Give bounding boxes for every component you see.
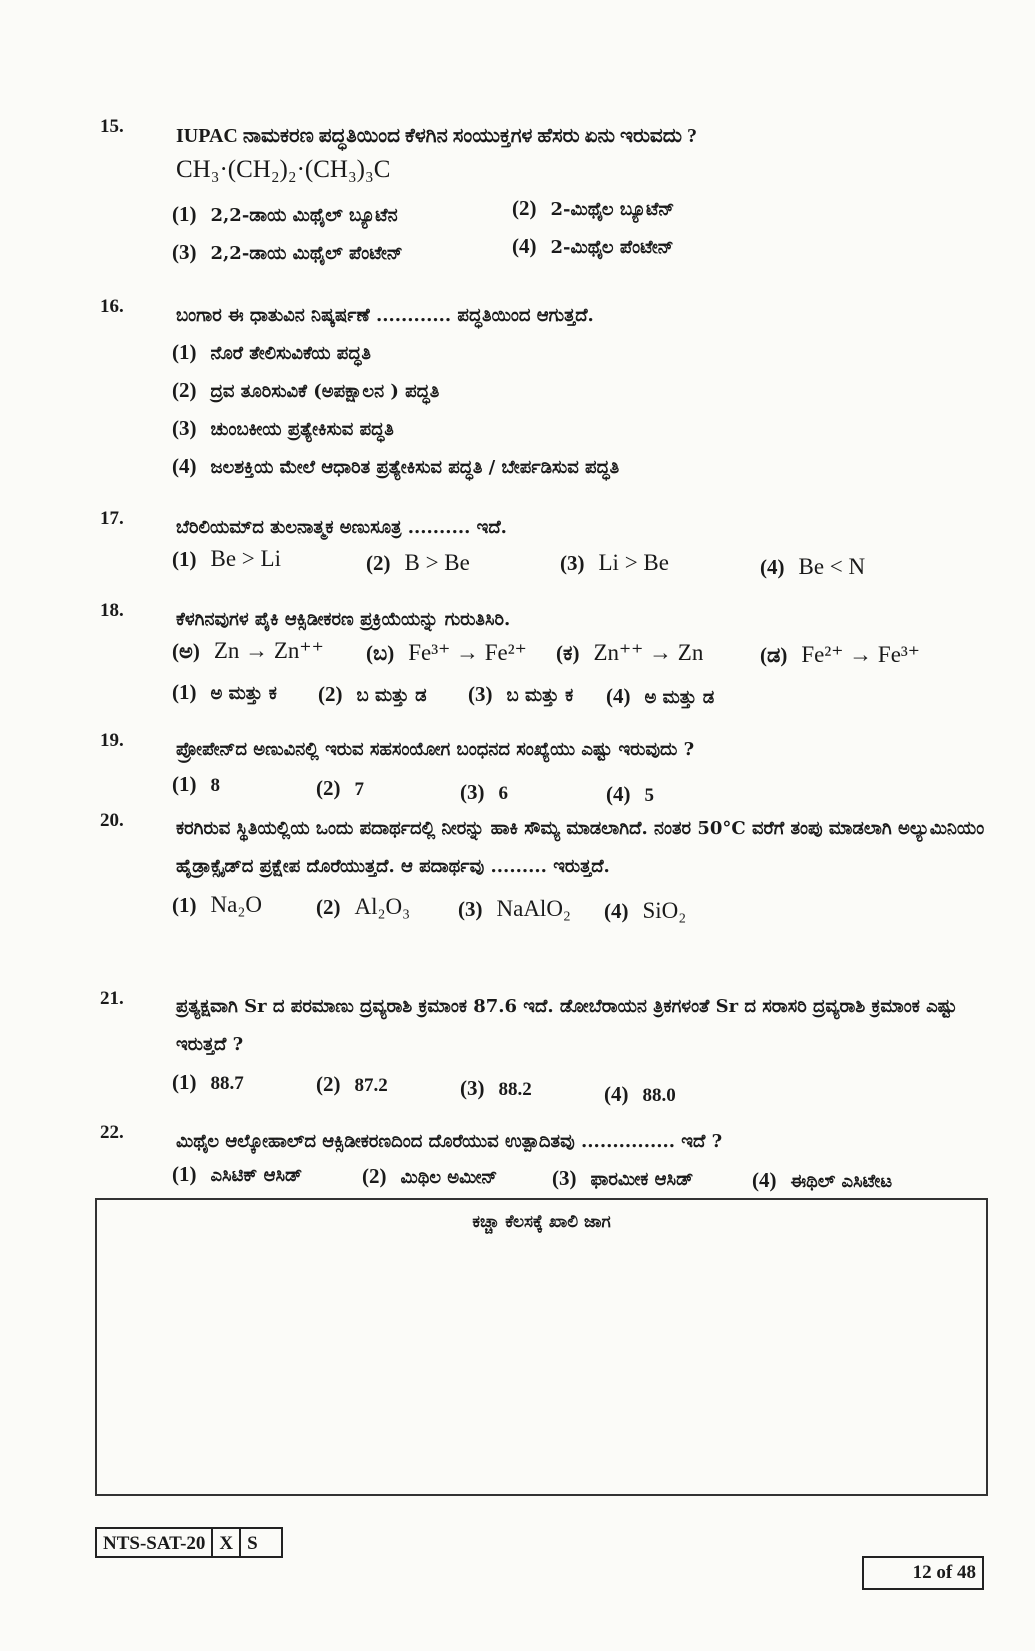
option-3[interactable]: (3) ಫಾರಮೀಕ ಆಸಿಡ್ xyxy=(552,1166,694,1190)
option-1[interactable]: (1) 8 xyxy=(172,772,220,796)
question-number: 20. xyxy=(100,810,124,831)
option-1[interactable]: (1) ಎಸಿಟಿಕ್ ಆಸಿಡ್ xyxy=(172,1162,303,1186)
question-text: ಬಂಗಾರ ಈ ಧಾತುವಿನ ನಿಷ್ಕರ್ಷಣೆ ............ ಪದ್ಧತಿಯಿಂದ ಆಗುತ್ತದೆ. xyxy=(176,305,594,326)
question-number: 19. xyxy=(100,730,124,751)
question-number: 15. xyxy=(100,116,124,137)
class-code: X xyxy=(213,1529,241,1556)
option-3[interactable]: (3) NaAlO₂ xyxy=(458,896,571,921)
question-number: 21. xyxy=(100,988,124,1009)
option-2[interactable]: (2) 87.2 xyxy=(316,1072,388,1096)
rough-work-box xyxy=(95,1198,988,1496)
question-text: ಕೆಳಗಿನವುಗಳ ಪೈಕಿ ಆಕ್ಸಿಡೀಕರಣ ಪ್ರಕ್ರಿಯೆಯನ್ನು ಗುರುತಿಸಿರಿ. xyxy=(176,609,511,630)
option-1[interactable]: (1) 88.7 xyxy=(172,1070,244,1094)
reaction-a: (ಅ) Zn → Zn⁺⁺ xyxy=(172,638,324,663)
option-3[interactable]: (3) 2,2-ಡಾಯ ಮಿಥೈಲ್ ಪೆಂಟೇನ್ xyxy=(172,240,403,264)
option-4[interactable]: (4) ಈಥಿಲ್ ಎಸಿಟೇಟ xyxy=(752,1168,893,1192)
question-text: ಮಿಥೈಲ ಆಲ್ಕೋಹಾಲ್‌ದ ಆಕ್ಸಿಡೀಕರಣದಿಂದ ದೊರೆಯುವ ಉತ್ಪಾದಿತವು ............... ಇದೆ ? xyxy=(176,1131,723,1152)
option-3[interactable]: (3) Li > Be xyxy=(560,550,669,575)
question-number: 18. xyxy=(100,600,124,621)
option-3[interactable]: (3) 6 xyxy=(460,780,508,804)
option-2[interactable]: (2) ದ್ರವ ತೂರಿಸುವಿಕೆ (ಅಪಕ್ಷಾಲನ ) ಪದ್ಧತಿ xyxy=(172,378,440,402)
question-text: ಬೆರಿಲಿಯಮ್‌ದ ತುಲನಾತ್ಮಕ ಅಣುಸೂತ್ರ .......... ಇದೆ. xyxy=(176,517,507,538)
option-2[interactable]: (2) 7 xyxy=(316,776,364,800)
option-4[interactable]: (4) 88.0 xyxy=(604,1082,676,1106)
question-text: ಪ್ರೋಪೇನ್‌ದ ಅಣುವಿನಲ್ಲಿ ಇರುವ ಸಹಸಂಯೋಗ ಬಂಧನದ ಸಂಖ್ಯೆಯು ಎಷ್ಟು ಇರುವುದು ? xyxy=(176,739,695,760)
rough-work-label: ಕಚ್ಚಾ ಕೆಲಸಕ್ಕೆ ಖಾಲಿ ಜಾಗ xyxy=(472,1212,611,1232)
question-text: IUPAC ನಾಮಕರಣ ಪದ್ಧತಿಯಿಂದ ಕೆಳಗಿನ ಸಂಯುಕ್ತಗಳ ಹೆಸರು ಏನು ಇರುವದು ? xyxy=(176,125,698,147)
option-1[interactable]: (1) Na₂O xyxy=(172,892,262,917)
option-4[interactable]: (4) SiO₂ xyxy=(604,898,687,923)
question-number: 16. xyxy=(100,296,124,317)
option-2[interactable]: (2) ಬ ಮತ್ತು ಡ xyxy=(318,682,427,706)
reaction-b: (ಬ) Fe³⁺ → Fe²⁺ xyxy=(366,640,527,665)
option-2[interactable]: (2) ಮಿಥಿಲ ಅಮೀನ್ xyxy=(362,1164,498,1188)
reaction-d: (ಡ) Fe²⁺ → Fe³⁺ xyxy=(760,642,920,667)
question-text: ಪ್ರತ್ಯಕ್ಷವಾಗಿ Sr ದ ಪರಮಾಣು ದ್ರವ್ಯರಾಶಿ ಕ್ರಮಾಂಕ 87.6 ಇದೆ. ಡೋಬೆರಾಯನ ತ್ರಿಕಗಳಂತೆ Sr ದ ಸರಾಸರಿ ದ್ರವ್ಯರಾಶಿ ಕ್ರಮಾಂಕ ಎಷ್ಟು ಇರುತ್ತದೆ ? xyxy=(176,996,957,1055)
option-3[interactable]: (3) ಚುಂಬಕೀಯ ಪ್ರತ್ಯೇಕಿಸುವ ಪದ್ಧತಿ xyxy=(172,416,394,440)
option-3[interactable]: (3) 88.2 xyxy=(460,1076,532,1100)
paper-code: NTS-SAT-20 xyxy=(97,1529,213,1556)
option-1[interactable]: (1) ಅ ಮತ್ತು ಕ xyxy=(172,680,277,704)
option-2[interactable]: (2) B > Be xyxy=(366,550,470,575)
option-4[interactable]: (4) ಜಲಶಕ್ತಿಯ ಮೇಲೆ ಆಧಾರಿತ ಪ್ರತ್ಯೇಕಿಸುವ ಪದ್ಧತಿ / ಬೇರ್ಪಡಿಸುವ ಪದ್ಧತಿ xyxy=(172,454,620,478)
reaction-c: (ಕ) Zn⁺⁺ → Zn xyxy=(556,640,704,665)
option-4[interactable]: (4) 2-ಮಿಥೈಲ ಪೆಂಟೇನ್ xyxy=(512,234,674,258)
option-1[interactable]: (1) ನೊರೆ ತೇಲಿಸುವಿಕೆಯ ಪದ್ಧತಿ xyxy=(172,340,371,364)
option-4[interactable]: (4) Be < N xyxy=(760,554,866,579)
question-number: 17. xyxy=(100,508,124,529)
paper-code-box xyxy=(95,1527,283,1558)
chemical-formula: CH₃·(CH₂)₂·(CH₃)₃C xyxy=(176,156,391,183)
option-4[interactable]: (4) ಅ ಮತ್ತು ಡ xyxy=(606,684,715,708)
page-number: 12 of 48 xyxy=(862,1556,984,1590)
option-2[interactable]: (2) Al₂O₃ xyxy=(316,894,411,919)
option-1[interactable]: (1) 2,2-ಡಾಯ ಮಿಥೈಲ್ ಬ್ಯೂಟೆನ xyxy=(172,202,398,226)
option-4[interactable]: (4) 5 xyxy=(606,782,654,806)
question-text: ಕರಗಿರುವ ಸ್ಥಿತಿಯಲ್ಲಿಯ ಒಂದು ಪದಾರ್ಥದಲ್ಲಿ ನೀರನ್ನು ಹಾಕಿ ಸೌಮ್ಯ ಮಾಡಲಾಗಿದೆ. ನಂತರ 50°C ವರೆಗೆ ತಂಪು ಮಾಡಲಾಗಿ ಅಲ್ಯುಮಿನಿಯಂ ಹೈಡ್ರಾಕ್ಸೈಡ್‌ದ ಪ್ರಕ್ಷೇಪ ದೊರೆಯುತ್ತದೆ. ಆ ಪದಾರ್ಥವು ......... ಇರುತ್ತದೆ. xyxy=(176,818,985,877)
option-1[interactable]: (1) Be > Li xyxy=(172,546,281,571)
section-code: S xyxy=(247,1533,258,1554)
option-2[interactable]: (2) 2-ಮಿಥೈಲ ಬ್ಯೂಟೆನ್ xyxy=(512,196,675,220)
question-number: 22. xyxy=(100,1122,124,1143)
option-3[interactable]: (3) ಬ ಮತ್ತು ಕ xyxy=(468,682,574,706)
